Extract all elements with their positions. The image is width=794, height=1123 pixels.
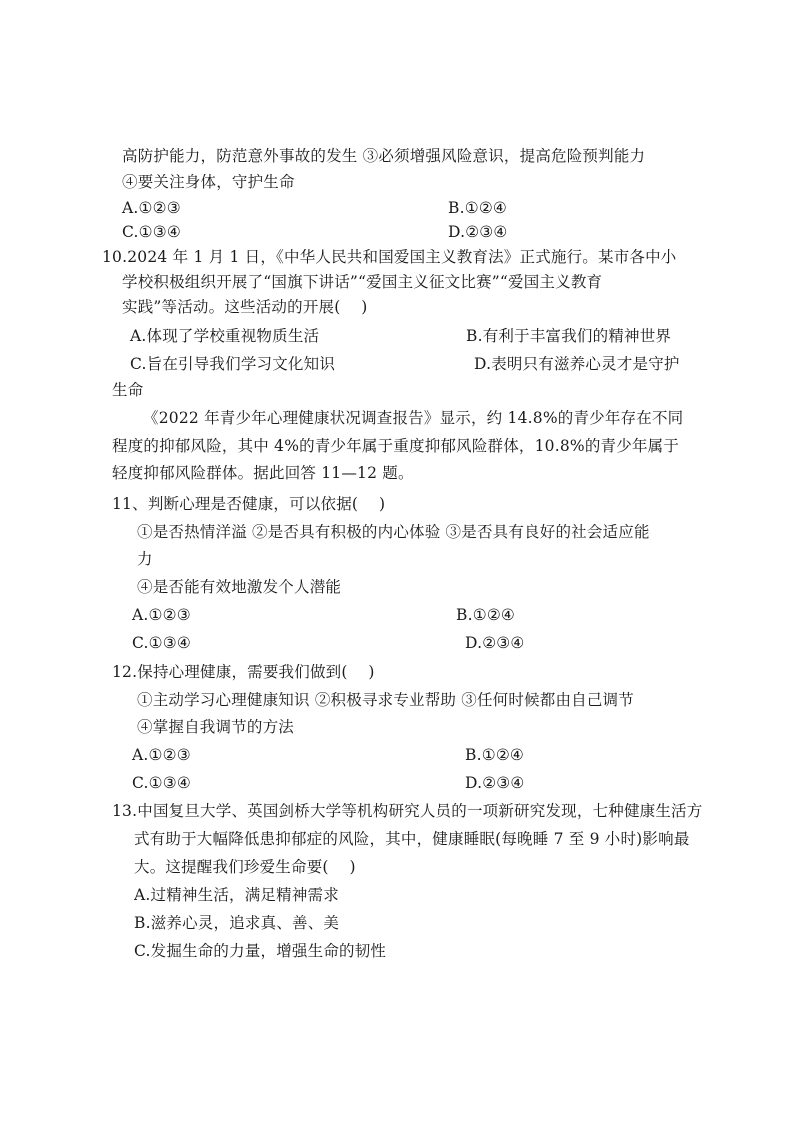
- q9-option-d: D.②③④: [448, 223, 508, 241]
- q11-items-2: 力: [137, 550, 153, 568]
- q10-line-3: 实践”等活动。这些活动的开展( ): [122, 298, 368, 316]
- material-line-2: 程度的抑郁风险，其中 4%的青少年属于重度抑郁风险群体，10.8%的青少年属于: [112, 437, 680, 455]
- material-line-1: 《2022 年青少年心理健康状况调查报告》显示，约 14.8%的青少年存在不同: [143, 409, 684, 427]
- q13-option-a: A.过精神生活，满足精神需求: [134, 886, 339, 904]
- q12-option-b: B.①②④: [465, 746, 525, 764]
- q10-option-c: C.旨在引导我们学习文化知识: [130, 355, 336, 373]
- q13-line-3: 大。这提醒我们珍爱生命要( ): [134, 858, 356, 876]
- q10-line-1: 10.2024 年 1 月 1 日，《中华人民共和国爱国主义教育法》正式施行。某市各中小: [102, 248, 677, 266]
- q12-items-2: ④掌握自我调节的方法: [137, 718, 295, 736]
- q12-items-1: ①主动学习心理健康知识 ②积极寻求专业帮助 ③任何时候都由自己调节: [137, 691, 634, 709]
- q12-option-c: C.①③④: [132, 774, 191, 792]
- q11-option-c: C.①③④: [132, 634, 191, 652]
- q11-items-1: ①是否热情洋溢 ②是否具有积极的内心体验 ③是否具有良好的社会适应能: [137, 523, 650, 541]
- q12-option-d: D.②③④: [465, 774, 525, 792]
- q9-line-1: 高防护能力，防范意外事故的发生 ③必须增强风险意识，提高危险预判能力: [122, 147, 646, 165]
- q11-option-b: B.①②④: [456, 606, 516, 624]
- q10-option-d: D.表明只有滋养心灵才是守护: [474, 355, 680, 373]
- q11-option-a: A.①②③: [132, 606, 191, 624]
- q13-option-b: B.滋养心灵，追求真、善、美: [134, 914, 340, 932]
- q11-items-3: ④是否能有效地激发个人潜能: [137, 578, 342, 596]
- q9-option-c: C.①③④: [122, 223, 181, 241]
- q9-option-a: A.①②③: [122, 199, 181, 217]
- q13-line-1: 13.中国复旦大学、英国剑桥大学等机构研究人员的一项新研究发现，七种健康生活方: [112, 802, 703, 820]
- q9-option-b: B.①②④: [448, 199, 508, 217]
- q12-stem: 12.保持心理健康，需要我们做到( ): [112, 663, 375, 681]
- q11-option-d: D.②③④: [465, 634, 525, 652]
- q12-option-a: A.①②③: [132, 746, 191, 764]
- q13-option-c: C.发掘生命的力量，增强生命的韧性: [134, 942, 387, 960]
- q9-line-2: ④要关注身体，守护生命: [122, 173, 295, 191]
- q10-option-d-cont: 生命: [112, 381, 144, 399]
- q10-line-2: 学校积极组织开展了“国旗下讲话”“爱国主义征文比赛”“爱国主义教育: [122, 273, 603, 291]
- q10-option-a: A.体现了学校重视物质生活: [130, 327, 320, 345]
- q13-line-2: 式有助于大幅降低患抑郁症的风险，其中，健康睡眠(每晚睡 7 至 9 小时)影响最: [134, 830, 690, 848]
- q11-stem: 11、判断心理是否健康，可以依据( ): [112, 495, 386, 513]
- q10-option-b: B.有利于丰富我们的精神世界: [466, 327, 672, 345]
- material-line-3: 轻度抑郁风险群体。据此回答 11—12 题。: [112, 464, 414, 482]
